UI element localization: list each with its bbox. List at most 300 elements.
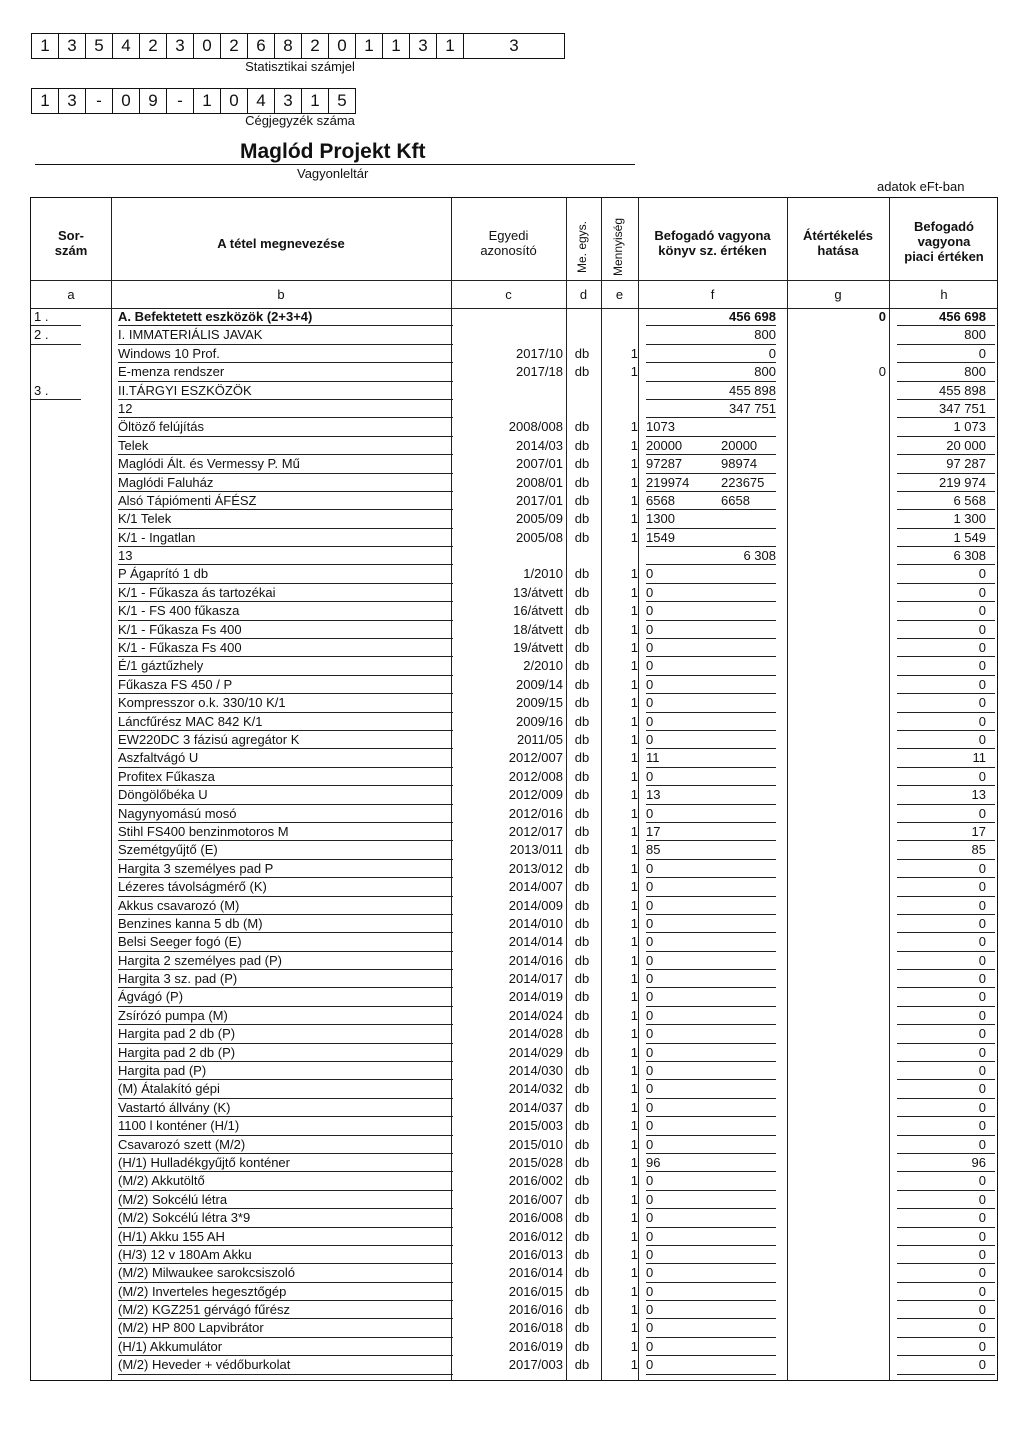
row-book-value: 0 (646, 1265, 654, 1281)
row-name: Stihl FS400 benzinmotoros M (118, 823, 289, 839)
row-book-value: 0 (646, 1228, 654, 1244)
row-unit: db (574, 823, 590, 839)
row-azonosito: 2013/011 (509, 842, 563, 858)
row-market-value: 0 (978, 1320, 986, 1336)
row-name: Maglódi Ált. és Vermessy P. Mű (118, 456, 300, 472)
row-name: K/1 - Ingatlan (118, 529, 196, 545)
row-book-value: 0 (646, 584, 654, 600)
row-azonosito: 2016/002 (508, 1173, 563, 1189)
row-name: É/1 gáztűzhely (118, 658, 204, 674)
digit-box: 1 (32, 34, 59, 58)
col-letter-b: b (277, 287, 285, 302)
row-azonosito: 2017/01 (516, 492, 563, 508)
row-market-value: 455 898 (939, 382, 986, 398)
row-market-value: 0 (978, 345, 986, 361)
row-book-total: 455 898 (729, 382, 776, 398)
row-quantity: 1 (630, 1099, 638, 1115)
row-name: Kompresszor o.k. 330/10 K/1 (118, 695, 286, 711)
table-row (31, 1209, 999, 1227)
row-quantity: 1 (630, 1228, 638, 1244)
row-book-value: 0 (646, 1283, 654, 1299)
row-market-value: 0 (978, 1338, 986, 1354)
digit-box: 0 (221, 89, 248, 113)
row-market-value: 0 (978, 879, 986, 895)
table-body (31, 308, 999, 1375)
row-name: Döngölőbéka U (118, 787, 208, 803)
row-name: Öltöző felújítás (118, 419, 204, 435)
row-book-value: 13 (646, 787, 661, 803)
row-book-total: 0 (768, 345, 776, 361)
row-unit: db (574, 879, 590, 895)
row-name: Windows 10 Prof. (118, 345, 220, 361)
digit-box: 0 (329, 34, 356, 58)
row-azonosito: 18/átvett (513, 621, 563, 637)
row-book-value: 0 (646, 731, 654, 747)
row-quantity: 1 (630, 621, 638, 637)
row-sorszam: 1 . (34, 309, 49, 324)
row-market-value: 96 (971, 1154, 986, 1170)
row-market-value: 85 (971, 842, 986, 858)
col-letter-a: a (67, 287, 75, 302)
row-azonosito: 2014/007 (508, 879, 563, 895)
col-me-header: Me. egys. (575, 220, 589, 273)
digit-box: 8 (275, 34, 302, 58)
row-quantity: 1 (630, 1302, 638, 1318)
row-unit: db (574, 713, 590, 729)
row-unit: db (574, 1302, 590, 1318)
digit-box: 2 (221, 34, 248, 58)
row-book-value: 0 (646, 860, 654, 876)
col-letter-d: d (579, 287, 588, 302)
row-name: Hargita 3 sz. pad (P) (118, 971, 238, 987)
row-market-value: 6 568 (953, 492, 986, 508)
title-underline (35, 164, 635, 165)
table-row (31, 529, 999, 547)
row-market-value: 219 974 (939, 474, 986, 490)
table-row (31, 326, 999, 344)
table-row (31, 1117, 999, 1135)
row-unit: db (574, 1357, 590, 1373)
row-book-value-2: 98974 (721, 456, 758, 472)
row-name: (M/2) Akkutöltő (118, 1173, 205, 1189)
row-quantity: 1 (630, 787, 638, 803)
row-name: 1100 l konténer (H/1) (118, 1118, 240, 1134)
row-name: (M/2) Milwaukee sarokcsiszoló (118, 1265, 295, 1281)
row-quantity: 1 (630, 695, 638, 711)
table-row (31, 437, 999, 455)
row-quantity: 1 (630, 566, 638, 582)
row-unit: db (574, 1044, 590, 1060)
table-row (31, 1246, 999, 1264)
col-piaci-header: Befogadó vagyona piaci értéken (904, 218, 984, 264)
row-book-value: 0 (646, 603, 654, 619)
row-market-value: 1 300 (953, 511, 986, 527)
row-book-value: 0 (646, 768, 654, 784)
row-quantity: 1 (630, 805, 638, 821)
row-book-value: 0 (646, 1081, 654, 1097)
row-name: Maglódi Faluház (118, 474, 214, 490)
row-quantity: 1 (630, 823, 638, 839)
row-market-value: 0 (978, 676, 986, 692)
row-market-value: 0 (978, 1173, 986, 1189)
row-quantity: 1 (630, 419, 638, 435)
row-quantity: 1 (630, 879, 638, 895)
row-market-value: 0 (978, 695, 986, 711)
row-market-value: 0 (978, 915, 986, 931)
row-unit: db (574, 1320, 590, 1336)
row-unit: db (574, 1191, 590, 1207)
table-row (31, 363, 999, 381)
row-book-value-2: 6658 (721, 492, 750, 508)
digit-box: - (86, 89, 113, 113)
row-azonosito: 2014/016 (508, 952, 563, 968)
row-unit: db (574, 1081, 590, 1097)
row-unit: db (574, 1026, 590, 1042)
row-unit: db (574, 1136, 590, 1152)
table-row (31, 897, 999, 915)
table-row (31, 823, 999, 841)
row-book-value: 0 (646, 1320, 654, 1336)
row-name: (M/2) KGZ251 gérvágó fűrész (118, 1302, 290, 1318)
col-atert-header: Átértékelés hatása (802, 228, 874, 258)
row-book-value: 219974 (646, 474, 690, 490)
row-azonosito: 2009/16 (516, 713, 563, 729)
row-unit: db (574, 989, 590, 1005)
row-unit: db (574, 731, 590, 747)
row-market-value: 11 (972, 750, 986, 766)
row-quantity: 1 (630, 345, 638, 361)
row-market-value: 0 (978, 1081, 986, 1097)
row-market-value: 97 287 (946, 456, 986, 472)
row-book-value: 0 (646, 658, 654, 674)
row-book-value: 0 (646, 676, 654, 692)
row-book-value: 0 (646, 915, 654, 931)
row-book-value: 96 (646, 1154, 661, 1170)
row-azonosito: 2007/01 (516, 456, 563, 472)
row-unit: db (574, 584, 590, 600)
row-unit: db (574, 1265, 590, 1281)
row-name: P Ágaprító 1 db (118, 566, 209, 582)
row-azonosito: 16/átvett (513, 603, 563, 619)
row-name: Csavarozó szett (M/2) (118, 1136, 246, 1152)
row-quantity: 1 (630, 750, 638, 766)
row-book-total: 6 308 (743, 548, 776, 564)
row-quantity: 1 (630, 1210, 638, 1226)
digit-box: 1 (437, 34, 464, 58)
row-sorszam: 3 . (34, 382, 49, 398)
row-underline (897, 1374, 995, 1375)
row-book-value: 0 (646, 971, 654, 987)
table-row (31, 639, 999, 657)
row-azonosito: 2014/010 (508, 915, 563, 931)
row-azonosito: 2014/029 (508, 1044, 563, 1060)
table-row (31, 988, 999, 1006)
row-name: Lézeres távolságmérő (K) (118, 879, 267, 895)
row-unit: db (574, 1154, 590, 1170)
row-book-value: 17 (646, 823, 661, 839)
row-name: Benzines kanna 5 db (M) (118, 915, 263, 931)
table-row (31, 400, 999, 418)
row-quantity: 1 (630, 1007, 638, 1023)
row-book-value: 0 (646, 1210, 654, 1226)
row-quantity: 1 (630, 1320, 638, 1336)
row-azonosito: 2015/003 (508, 1118, 563, 1134)
table-row (31, 474, 999, 492)
row-azonosito: 1/2010 (523, 566, 563, 582)
table-row (31, 731, 999, 749)
table-row (31, 1191, 999, 1209)
row-book-value: 0 (646, 695, 654, 711)
row-azonosito: 2014/03 (516, 437, 563, 453)
row-quantity: 1 (630, 492, 638, 508)
row-azonosito: 2016/012 (508, 1228, 563, 1244)
table-row (31, 1283, 999, 1301)
row-quantity: 1 (630, 971, 638, 987)
row-azonosito: 2014/028 (508, 1026, 563, 1042)
row-name: EW220DC 3 fázisú agregátor K (118, 731, 300, 747)
row-market-value: 0 (978, 805, 986, 821)
table-row (31, 1172, 999, 1190)
table-row (31, 768, 999, 786)
table-row (31, 565, 999, 583)
row-name: A. Befektetett eszközök (2+3+4) (118, 309, 313, 324)
row-market-value: 0 (978, 1099, 986, 1115)
row-market-value: 1 073 (953, 419, 986, 435)
col-name-header: A tétel megnevezése (217, 235, 345, 251)
table-row (31, 1356, 999, 1374)
row-book-value: 20000 (646, 437, 683, 453)
company-title: Maglód Projekt Kft (240, 140, 426, 163)
row-quantity: 1 (630, 640, 638, 656)
row-market-value: 6 308 (953, 548, 986, 564)
row-azonosito: 13/átvett (513, 584, 563, 600)
row-quantity: 1 (630, 842, 638, 858)
row-name: Telek (118, 437, 149, 453)
row-name: Láncfűrész MAC 842 K/1 (118, 713, 263, 729)
row-name: Fűkasza FS 450 / P (118, 676, 233, 692)
row-quantity: 1 (630, 1191, 638, 1207)
row-name: K/1 - FS 400 fűkasza (118, 603, 240, 619)
table-row (31, 915, 999, 933)
row-unit: db (574, 1338, 590, 1354)
row-name: Akkus csavarozó (M) (118, 897, 240, 913)
row-azonosito: 2/2010 (523, 658, 563, 674)
row-market-value: 800 (964, 327, 986, 343)
digit-box: 3 (59, 89, 86, 113)
row-unit: db (574, 621, 590, 637)
row-book-value: 0 (646, 934, 654, 950)
row-quantity: 1 (630, 1246, 638, 1262)
row-azonosito: 2012/008 (508, 768, 563, 784)
row-azonosito: 2017/003 (508, 1357, 563, 1373)
row-unit: db (574, 971, 590, 987)
row-book-value: 0 (646, 1302, 654, 1318)
row-name: K/1 Telek (118, 511, 172, 527)
row-unit: db (574, 456, 590, 472)
row-name: Profitex Fűkasza (118, 768, 215, 784)
row-quantity: 1 (630, 1081, 638, 1097)
row-azonosito: 2017/18 (516, 364, 563, 380)
col-letter-g: g (834, 287, 842, 302)
row-market-value: 0 (978, 971, 986, 987)
row-book-total: 800 (754, 327, 776, 343)
row-market-value: 0 (978, 1265, 986, 1281)
row-name: II.TÁRGYI ESZKÖZÖK (118, 382, 252, 398)
row-market-value: 0 (978, 1246, 986, 1262)
row-unit: db (574, 842, 590, 858)
row-book-value: 0 (646, 621, 654, 637)
row-market-value: 0 (978, 1283, 986, 1299)
row-book-value: 0 (646, 1044, 654, 1060)
row-quantity: 1 (630, 1154, 638, 1170)
row-book-value: 0 (646, 1191, 654, 1207)
row-market-value: 800 (964, 364, 986, 380)
table-row (31, 1319, 999, 1337)
digit-box: 2 (140, 34, 167, 58)
row-name: (H/1) Hulladékgyűjtő konténer (118, 1154, 290, 1170)
table-row (31, 621, 999, 639)
row-name: Nagynyomású mosó (118, 805, 237, 821)
row-azonosito: 2017/10 (516, 345, 563, 361)
table-row (31, 1099, 999, 1117)
table-row (31, 1007, 999, 1025)
row-quantity: 1 (630, 474, 638, 490)
row-book-value: 0 (646, 713, 654, 729)
row-book-value: 0 (646, 897, 654, 913)
row-revaluation: 0 (878, 364, 886, 380)
row-quantity: 1 (630, 676, 638, 692)
row-unit: db (574, 364, 590, 380)
row-book-value: 0 (646, 566, 654, 582)
digit-box: 0 (113, 89, 140, 113)
row-book-value: 0 (646, 989, 654, 1005)
row-quantity: 1 (630, 364, 638, 380)
row-book-value: 6568 (646, 492, 675, 508)
row-name: K/1 - Fűkasza ás tartozékai (118, 584, 276, 600)
row-quantity: 1 (630, 768, 638, 784)
row-market-value: 456 698 (939, 309, 986, 324)
row-quantity: 1 (630, 731, 638, 747)
row-name: (H/1) Akku 155 AH (118, 1228, 225, 1244)
row-azonosito: 2014/032 (508, 1081, 563, 1097)
digit-box: 4 (113, 34, 140, 58)
row-quantity: 1 (630, 952, 638, 968)
unit-note: adatok eFt-ban (877, 179, 965, 194)
digit-box: 5 (337, 91, 347, 110)
row-unit: db (574, 1118, 590, 1134)
row-quantity: 1 (630, 511, 638, 527)
row-quantity: 1 (630, 897, 638, 913)
digit-box: 3 (410, 34, 437, 58)
row-azonosito: 2014/009 (508, 897, 563, 913)
row-unit: db (574, 1007, 590, 1023)
table-row (31, 1301, 999, 1319)
col-menny-header: Mennyiség (611, 217, 625, 276)
table-row (31, 952, 999, 970)
row-unit: db (574, 1210, 590, 1226)
row-azonosito: 2013/012 (508, 860, 563, 876)
row-market-value: 347 751 (939, 400, 986, 416)
row-book-value: 0 (646, 1173, 654, 1189)
row-unit: db (574, 676, 590, 692)
row-book-value: 0 (646, 1118, 654, 1134)
row-market-value: 13 (971, 787, 986, 803)
row-book-value: 97287 (646, 456, 683, 472)
row-market-value: 17 (971, 823, 986, 839)
row-name: 13 (118, 548, 133, 564)
row-quantity: 1 (630, 934, 638, 950)
row-market-value: 0 (978, 1118, 986, 1134)
table-row (31, 1025, 999, 1043)
row-unit: db (574, 768, 590, 784)
row-book-value: 0 (646, 1026, 654, 1042)
row-sorszam: 2 . (34, 327, 49, 343)
table-row (31, 933, 999, 951)
table-row (31, 749, 999, 767)
digit-box: 9 (140, 89, 167, 113)
digit-box: 1 (32, 89, 59, 113)
row-unit: db (574, 695, 590, 711)
row-unit: db (574, 1246, 590, 1262)
col-sorszam-header: Sor- szám (54, 228, 88, 258)
row-market-value: 0 (978, 1302, 986, 1318)
row-azonosito: 2016/014 (508, 1265, 563, 1281)
row-quantity: 1 (630, 1173, 638, 1189)
row-book-value: 0 (646, 952, 654, 968)
table-row (31, 1338, 999, 1356)
digit-box: 4 (248, 89, 275, 113)
row-book-value: 0 (646, 640, 654, 656)
row-name: Hargita 3 személyes pad P (118, 860, 274, 876)
digit-box: 1 (194, 89, 221, 113)
row-name: Vastartó állvány (K) (118, 1099, 231, 1115)
row-book-value: 0 (646, 1136, 654, 1152)
row-azonosito: 19/átvett (513, 640, 563, 656)
table-row (31, 713, 999, 731)
document-subtitle: Vagyonleltár (297, 166, 369, 181)
row-unit: db (574, 787, 590, 803)
digit-box: 2 (302, 34, 329, 58)
row-book-value-2: 20000 (721, 437, 758, 453)
row-azonosito: 2014/030 (508, 1063, 563, 1079)
row-unit: db (574, 750, 590, 766)
row-book-value: 1300 (646, 511, 675, 527)
digit-box: 3 (59, 34, 86, 58)
row-revaluation: 0 (878, 309, 886, 324)
row-unit: db (574, 805, 590, 821)
row-azonosito: 2008/01 (516, 474, 563, 490)
row-unit: db (574, 658, 590, 674)
row-name: Szemétgyűjtő (E) (118, 842, 218, 858)
row-quantity: 1 (630, 1136, 638, 1152)
row-name: Ágvágó (P) (118, 989, 184, 1005)
row-name: (M/2) Heveder + védőburkolat (118, 1357, 291, 1373)
row-market-value: 0 (978, 1026, 986, 1042)
row-azonosito: 2009/15 (516, 695, 563, 711)
digit-box: 1 (302, 89, 329, 113)
row-market-value: 0 (978, 658, 986, 674)
table-row (31, 1136, 999, 1154)
table-row (31, 492, 999, 510)
row-azonosito: 2012/007 (508, 750, 563, 766)
stat-number-boxes (31, 33, 565, 59)
row-quantity: 1 (630, 1026, 638, 1042)
row-azonosito: 2016/019 (508, 1338, 563, 1354)
table-row (31, 805, 999, 823)
col-azon-header: Egyedi azonosító (480, 228, 537, 258)
row-azonosito: 2005/08 (516, 529, 563, 545)
digit-box: 0 (194, 34, 221, 58)
